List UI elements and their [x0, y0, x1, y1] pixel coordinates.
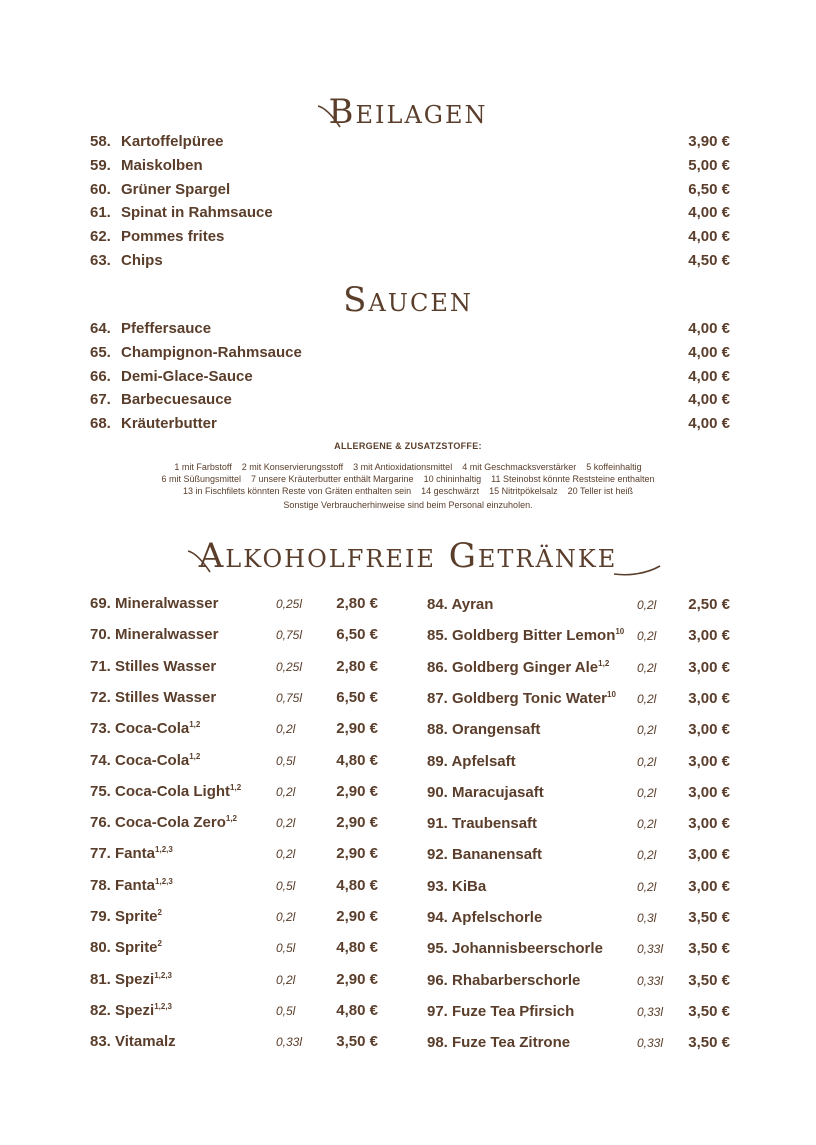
drink-price: 3,00 €: [688, 877, 730, 895]
drink-name-text: 71. Stilles Wasser: [90, 657, 217, 675]
drink-volume: 0,25l: [276, 597, 303, 611]
drink-name: [90, 875, 173, 897]
item-number: 59.: [90, 156, 111, 174]
menu-item: [90, 366, 730, 388]
item-name: Spinat in Rahmsauce: [121, 204, 273, 222]
drink-item: [90, 875, 378, 897]
item-price: 4,00 €: [688, 343, 730, 361]
item-name: Maiskolben: [121, 156, 203, 174]
item-price: 6,50 €: [688, 180, 730, 198]
drink-name: [427, 688, 616, 710]
drink-name: [427, 970, 580, 992]
drink-name: [427, 594, 493, 616]
drink-item: [427, 625, 730, 647]
item-number: 65.: [90, 343, 111, 361]
item-name: Pfeffersauce: [121, 320, 212, 337]
drink-name: [90, 687, 216, 709]
drink-volume: 0,2l: [276, 722, 296, 737]
drink-price: 4,80 €: [336, 1001, 378, 1019]
drink-price: 2,80 €: [336, 595, 378, 612]
drink-price: 3,00 €: [688, 846, 730, 864]
item-number: 67.: [90, 391, 111, 409]
drink-name: [90, 1031, 176, 1053]
drink-name: [427, 625, 624, 647]
menu-item: [90, 342, 730, 364]
drink-price: 3,50 €: [688, 940, 730, 958]
drink-price: 2,90 €: [336, 720, 378, 738]
item-price: 4,00 €: [688, 228, 730, 246]
drink-name-text: 82. Spezi: [90, 1001, 155, 1019]
drink-volume: 0,2l: [276, 784, 296, 799]
allergen-superscript: 1,2,3: [155, 876, 173, 886]
item-number: 62.: [90, 228, 111, 246]
drink-volume: 0,2l: [637, 598, 657, 612]
allergens-note: Sonstige Verbraucherhinweise sind beim Personal einzuholen.: [283, 500, 533, 510]
drink-volume: 0,5l: [276, 941, 296, 956]
drink-item: [427, 751, 730, 773]
drink-price: 4,80 €: [336, 751, 378, 769]
section-title-saucen: Saucen: [343, 280, 473, 320]
drink-price: 3,50 €: [688, 1002, 730, 1020]
drink-volume: 0,5l: [276, 1003, 296, 1018]
drink-name: [90, 750, 200, 772]
drink-item: [427, 844, 730, 866]
drink-volume: 0,2l: [637, 848, 657, 863]
drink-name: [427, 844, 542, 866]
drink-name-text: 80. Sprite: [90, 939, 158, 957]
item-number: 60.: [90, 180, 111, 198]
drink-item: [427, 813, 730, 835]
item-number: 63.: [90, 252, 111, 269]
drink-name: [427, 719, 540, 741]
drink-price: 3,00 €: [688, 721, 730, 739]
drink-name: [90, 812, 237, 834]
menu-item: [90, 155, 730, 177]
drink-item: [90, 843, 378, 865]
allergen-superscript: 1,2,3: [155, 845, 173, 855]
drink-name-text: 94. Apfelschorle: [427, 909, 543, 926]
drink-item: [90, 624, 378, 646]
drink-price: 2,80 €: [336, 657, 378, 675]
drink-name: [427, 1032, 570, 1054]
drink-name-text: 88. Orangensaft: [427, 721, 541, 739]
drink-price: 2,90 €: [336, 970, 378, 988]
allergens-line: 13 in Fischfilets könnten Reste von Gräten enthalten sein 14 geschwärzt 15 Nitritpökelsalz 20 Teller ist heiß: [182, 486, 634, 496]
drink-volume: 0,75l: [276, 690, 303, 705]
drink-price: 3,00 €: [688, 815, 730, 833]
drink-name-text: 96. Rhabarberschorle: [427, 971, 581, 989]
allergen-superscript: 2: [157, 908, 162, 917]
drink-price: 2,90 €: [336, 908, 378, 925]
drink-price: 3,50 €: [688, 971, 730, 989]
allergens-line: 1 mit Farbstoff 2 mit Konservierungsstoff 3 mit Antioxidationsmittel 4 mit Geschmacksverstärker 5 koffeinhaltig: [174, 462, 642, 472]
item-number: 68.: [90, 415, 111, 433]
allergen-superscript: 10: [615, 627, 625, 637]
drink-name: [90, 718, 200, 740]
drink-volume: 0,2l: [276, 910, 296, 924]
drink-item: [90, 687, 378, 709]
drink-volume: 0,33l: [637, 973, 664, 988]
item-name: Kräuterbutter: [121, 415, 217, 433]
drink-name-text: 92. Bananensaft: [427, 846, 543, 864]
item-price: 4,00 €: [688, 415, 730, 433]
allergen-superscript: 1,2: [189, 751, 201, 761]
drink-volume: 0,2l: [276, 972, 296, 987]
drink-volume: 0,5l: [276, 753, 296, 768]
drink-name-text: 87. Goldberg Tonic Water: [427, 689, 608, 707]
drink-volume: 0,2l: [276, 816, 296, 831]
drink-item: [427, 938, 730, 960]
item-name: Chips: [121, 252, 163, 269]
drink-item: [90, 1031, 378, 1053]
heading-swash-right: [612, 562, 662, 578]
item-name: Pommes frites: [121, 228, 225, 246]
item-number: 58.: [90, 133, 111, 150]
drink-name-text: 89. Apfelsaft: [427, 752, 516, 770]
item-price: 5,00 €: [688, 156, 730, 174]
drink-price: 3,00 €: [688, 689, 730, 707]
drink-name: [427, 907, 542, 929]
drink-volume: 0,2l: [637, 754, 657, 769]
drink-item: [427, 1001, 730, 1023]
item-name: Grüner Spargel: [121, 180, 231, 198]
drink-name: [90, 656, 216, 678]
drink-volume: 0,2l: [637, 660, 657, 675]
drink-name-text: 83. Vitamalz: [90, 1033, 176, 1051]
drink-item: [90, 1000, 378, 1022]
drink-name: [90, 937, 162, 959]
allergens-line: 6 mit Süßungsmittel 7 unsere Kräuterbutter enthält Margarine 10 chininhaltig 11 Steinobst könnte Reststeine enthalten: [161, 474, 655, 484]
drink-item: [427, 782, 730, 804]
drink-volume: 0,2l: [637, 879, 657, 894]
drink-item: [90, 656, 378, 678]
allergen-superscript: 1,2: [598, 658, 610, 668]
drink-price: 6,50 €: [336, 688, 378, 706]
drink-price: 3,50 €: [688, 909, 730, 926]
item-name: Barbecuesauce: [121, 391, 232, 409]
drink-item: [90, 781, 378, 803]
menu-item: [90, 389, 730, 411]
drink-volume: 0,3l: [637, 911, 657, 925]
drink-price: 2,90 €: [336, 782, 378, 800]
drink-name-text: 86. Goldberg Ginger Ale: [427, 658, 599, 676]
drink-volume: 0,5l: [276, 878, 296, 893]
drink-price: 4,80 €: [336, 876, 378, 894]
drink-name: [427, 876, 486, 898]
drink-name: [427, 938, 603, 960]
section-title-getraenke: Alkoholfreie Getränke: [198, 536, 618, 576]
item-price: 4,00 €: [688, 204, 730, 222]
drink-name-text: 90. Maracujasaft: [427, 783, 544, 801]
menu-item: [90, 250, 730, 272]
item-price: 4,00 €: [688, 391, 730, 409]
drink-name-text: 97. Fuze Tea Pfirsich: [427, 1002, 575, 1020]
item-name: Kartoffelpüree: [121, 133, 224, 150]
drink-name: [427, 751, 516, 773]
drink-name-text: 75. Coca-Cola Light: [90, 782, 231, 800]
item-number: 64.: [90, 320, 111, 337]
item-price: 4,00 €: [688, 367, 730, 385]
menu-item: [90, 413, 730, 435]
drink-name: [90, 843, 173, 865]
drink-name-text: 84. Ayran: [427, 596, 494, 613]
drink-price: 6,50 €: [336, 626, 378, 644]
drink-name: [90, 1000, 172, 1022]
drink-item: [90, 812, 378, 834]
drink-name: [90, 969, 172, 991]
allergen-superscript: 1,2,3: [154, 1001, 172, 1011]
drink-price: 2,90 €: [336, 814, 378, 832]
allergen-superscript: 2: [157, 939, 162, 949]
drink-name-text: 73. Coca-Cola: [90, 720, 190, 738]
drink-name-text: 95. Johannisbeerschorle: [427, 940, 603, 958]
drink-name: [427, 1001, 574, 1023]
drink-item: [90, 937, 378, 959]
drink-item: [90, 718, 378, 740]
drink-volume: 0,2l: [637, 691, 657, 706]
drink-price: 3,00 €: [688, 627, 730, 645]
drink-name-text: 70. Mineralwasser: [90, 626, 219, 644]
drink-item: [427, 657, 730, 679]
menu-item: [90, 226, 730, 248]
drink-price: 3,00 €: [688, 658, 730, 676]
drink-name: [427, 813, 537, 835]
drink-volume: 0,2l: [637, 723, 657, 738]
allergen-superscript: 10: [607, 689, 616, 699]
drink-volume: 0,33l: [637, 1036, 664, 1051]
drink-volume: 0,75l: [276, 628, 303, 643]
drink-name-text: 78. Fanta: [90, 876, 156, 894]
drink-item: [427, 970, 730, 992]
drink-item: [427, 688, 730, 710]
drink-item: [427, 594, 730, 616]
drink-name-text: 85. Goldberg Bitter Lemon: [427, 627, 616, 645]
menu-item: [90, 131, 730, 153]
drink-name-text: 98. Fuze Tea Zitrone: [427, 1034, 571, 1052]
drink-item: [427, 719, 730, 741]
allergen-superscript: 1,2: [189, 720, 201, 730]
allergens-title: ALLERGENE & ZUSATZSTOFFE:: [334, 441, 482, 451]
drink-name-text: 74. Coca-Cola: [90, 751, 190, 769]
drink-name-text: 93. KiBa: [427, 877, 487, 895]
drink-item: [427, 876, 730, 898]
drink-name-text: 77. Fanta: [90, 845, 156, 863]
drink-name-text: 72. Stilles Wasser: [90, 688, 217, 706]
allergen-superscript: 1,2: [230, 782, 242, 792]
item-price: 3,90 €: [688, 133, 730, 150]
drink-name: [427, 657, 609, 679]
item-number: 66.: [90, 367, 111, 385]
drink-name-text: 69. Mineralwasser: [90, 595, 219, 612]
item-price: 4,00 €: [688, 320, 730, 337]
drink-name: [427, 782, 544, 804]
drink-price: 2,90 €: [336, 845, 378, 863]
drink-item: [90, 906, 378, 928]
drink-item: [427, 1032, 730, 1054]
drink-name-text: 76. Coca-Cola Zero: [90, 814, 226, 832]
allergen-superscript: 1,2,3: [154, 970, 172, 980]
drink-price: 3,50 €: [336, 1033, 378, 1051]
drink-name-text: 91. Traubensaft: [427, 815, 538, 833]
menu-item: [90, 202, 730, 224]
drink-item: [90, 750, 378, 772]
drink-volume: 0,33l: [276, 1035, 303, 1050]
drink-volume: 0,33l: [637, 942, 664, 957]
drink-volume: 0,33l: [637, 1004, 664, 1019]
drink-price: 3,50 €: [688, 1034, 730, 1052]
drink-price: 3,00 €: [688, 752, 730, 770]
drink-item: [90, 969, 378, 991]
drink-name: [90, 593, 218, 615]
drink-name: [90, 781, 241, 803]
drink-price: 4,80 €: [336, 939, 378, 957]
drink-name-text: 79. Sprite: [90, 908, 158, 925]
drink-price: 3,00 €: [688, 783, 730, 801]
drink-volume: 0,25l: [276, 659, 303, 674]
item-name: Demi-Glace-Sauce: [121, 367, 253, 385]
item-name: Champignon-Rahmsauce: [121, 343, 302, 361]
section-title-beilagen: Beilagen: [328, 92, 488, 132]
allergen-superscript: 1,2: [225, 814, 237, 824]
drink-item: [90, 593, 378, 615]
drink-volume: 0,2l: [276, 847, 296, 862]
drink-name: [90, 906, 162, 928]
drink-volume: 0,2l: [637, 785, 657, 800]
drink-price: 2,50 €: [688, 596, 730, 613]
item-price: 4,50 €: [688, 252, 730, 269]
menu-item: [90, 318, 730, 340]
drink-volume: 0,2l: [637, 817, 657, 832]
drink-name-text: 81. Spezi: [90, 970, 155, 988]
drink-volume: 0,2l: [637, 629, 657, 644]
item-number: 61.: [90, 204, 111, 222]
drink-item: [427, 907, 730, 929]
menu-item: [90, 179, 730, 201]
drink-name: [90, 624, 218, 646]
